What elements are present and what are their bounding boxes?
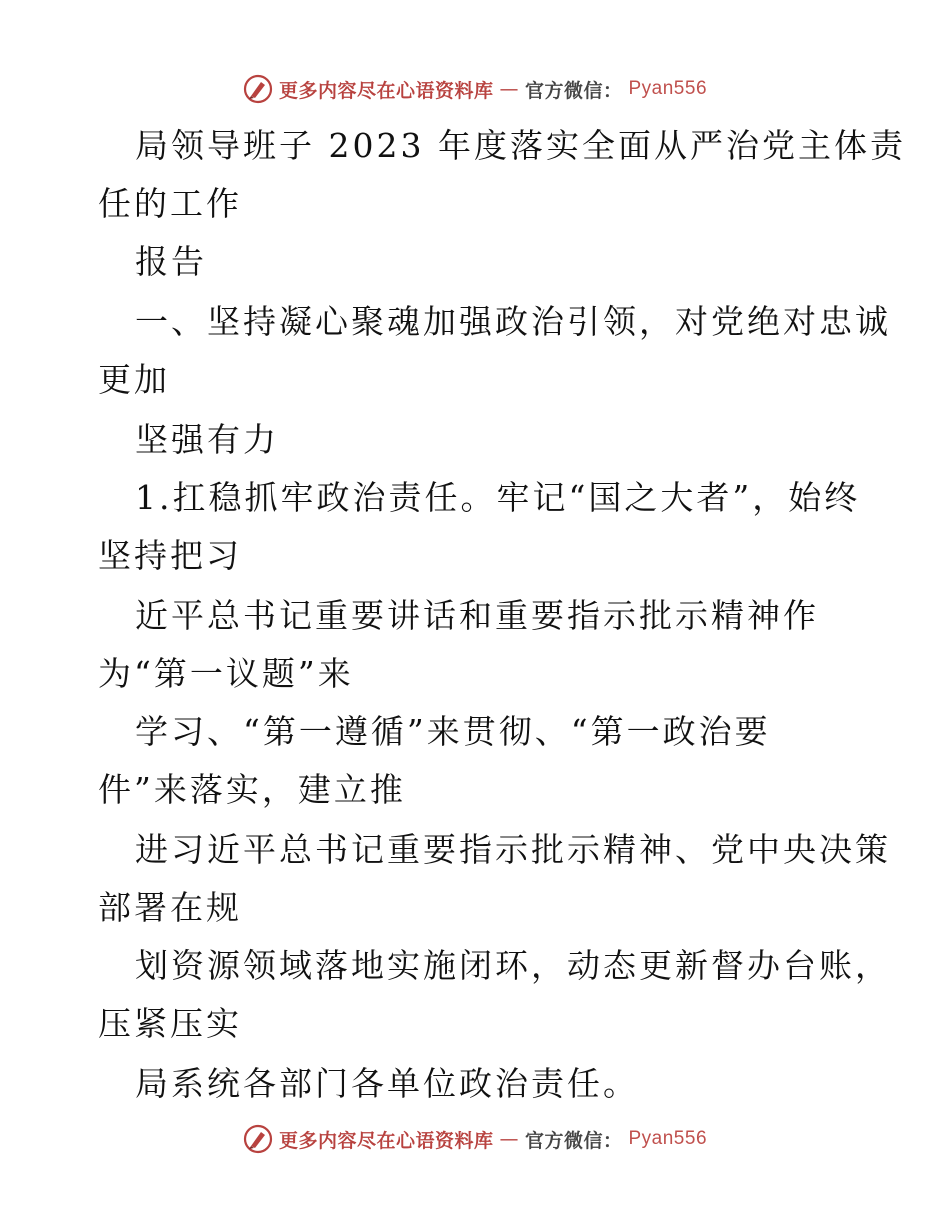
paragraph-line: 部署在规 bbox=[98, 888, 242, 927]
paragraph-line: 划资源领域落地实施闭环，动态更新督办台账， bbox=[135, 946, 891, 985]
footer-banner bbox=[0, 1122, 950, 1156]
header-brand-text: 更多内容尽在心语资料库 bbox=[278, 79, 494, 102]
paragraph-line: 学习、“第一遵循”来贯彻、“第一政治要 bbox=[135, 712, 771, 751]
paragraph-line: 近平总书记重要讲话和重要指示批示精神作 bbox=[135, 596, 819, 635]
pen-logo-icon bbox=[243, 74, 273, 104]
paragraph-line: 件”来落实，建立推 bbox=[98, 770, 406, 809]
paragraph-line: 坚持把习 bbox=[98, 536, 242, 575]
footer-wechat-id: Pyan556 bbox=[628, 1128, 708, 1149]
section-heading-line-3: 坚强有力 bbox=[135, 420, 279, 459]
header-wechat-id: Pyan556 bbox=[628, 78, 708, 99]
paragraph-line: 局系统各部门各单位政治责任。 bbox=[135, 1064, 639, 1103]
header-dash: — bbox=[499, 78, 519, 100]
header-banner bbox=[0, 72, 950, 106]
section-heading-line-2: 更加 bbox=[98, 360, 170, 399]
section-heading-line-1: 一、坚持凝心聚魂加强政治引领，对党绝对忠诚 bbox=[135, 302, 891, 341]
paragraph-line: 压紧压实 bbox=[98, 1004, 242, 1043]
doc-title-line-3: 报告 bbox=[135, 242, 207, 281]
paragraph-line: 为“第一议题”来 bbox=[98, 654, 354, 693]
doc-title-line-1: 局领导班子 2023 年度落实全面从严治党主体责 bbox=[135, 126, 906, 165]
header-wechat-label: 官方微信： bbox=[524, 79, 623, 102]
footer-dash: — bbox=[499, 1128, 519, 1150]
paragraph-line: 进习近平总书记重要指示批示精神、党中央决策 bbox=[135, 830, 891, 869]
footer-wechat-label: 官方微信： bbox=[524, 1129, 623, 1152]
pen-logo-icon bbox=[243, 1124, 273, 1154]
footer-brand-text: 更多内容尽在心语资料库 bbox=[278, 1129, 494, 1152]
paragraph-line: 1.扛稳抓牢政治责任。牢记“国之大者”，始终 bbox=[135, 478, 861, 517]
doc-title-line-2: 任的工作 bbox=[98, 184, 242, 223]
